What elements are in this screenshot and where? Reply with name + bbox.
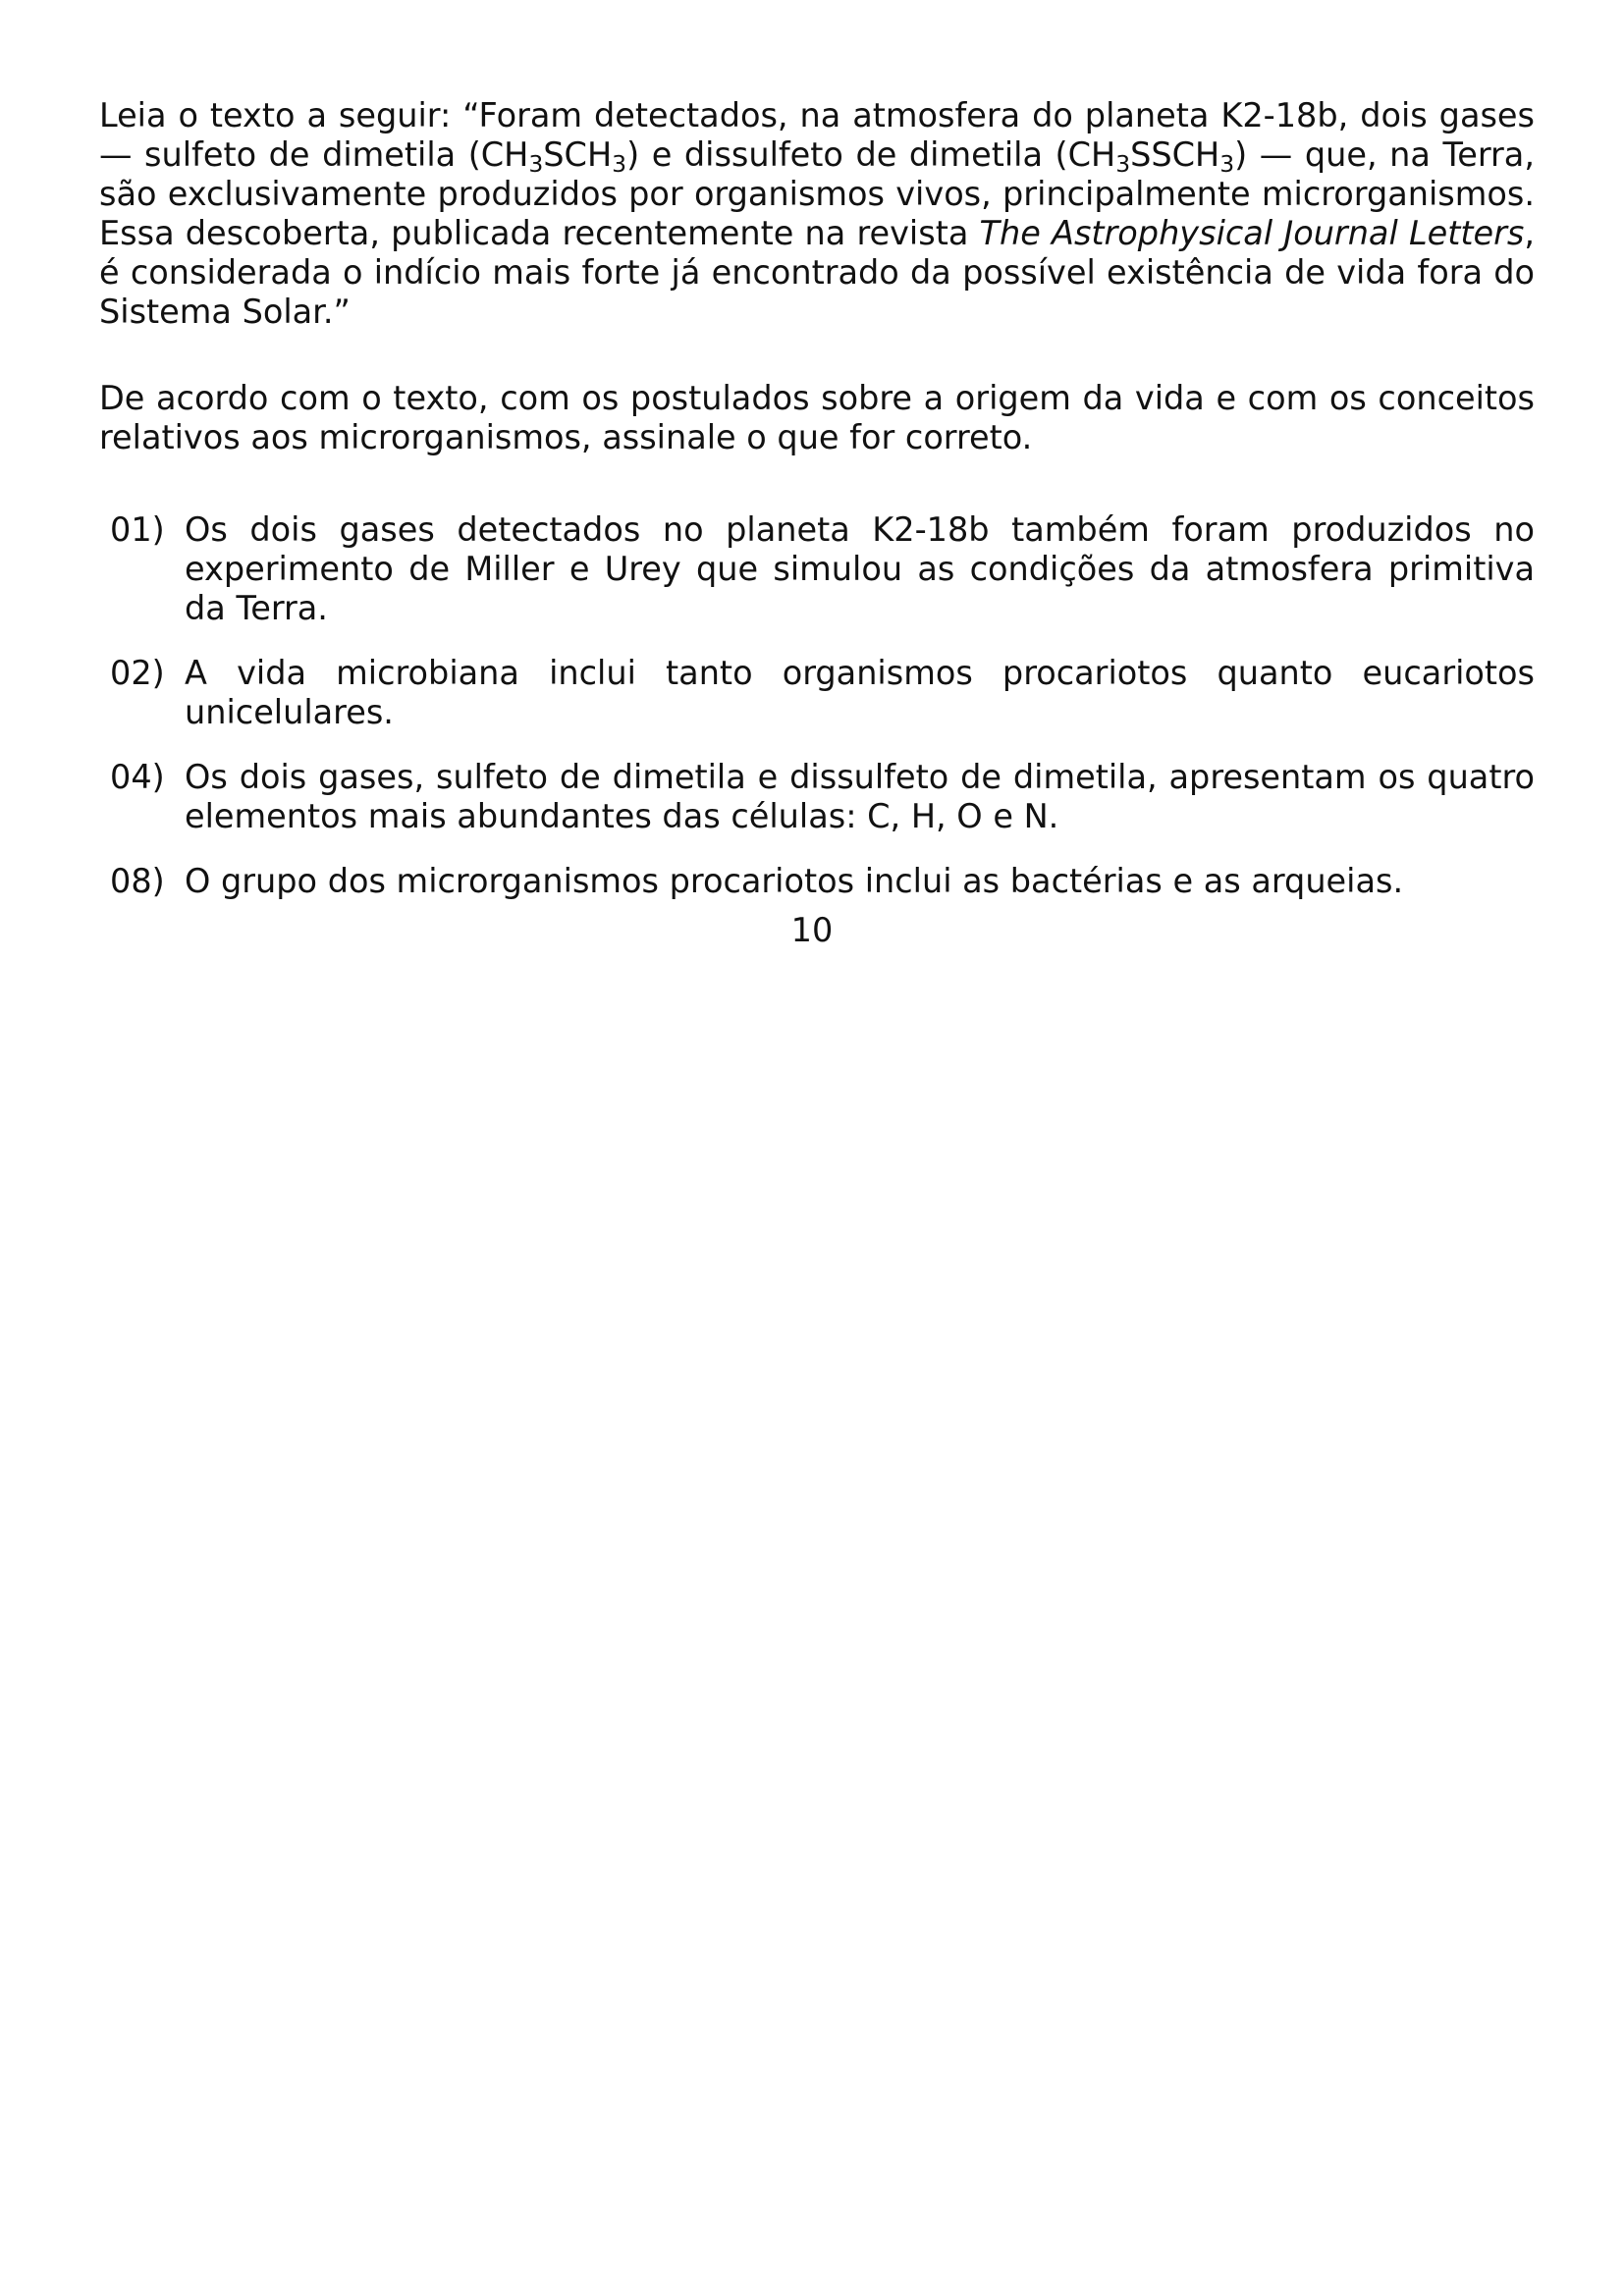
page-number: 10 bbox=[790, 911, 834, 949]
option-number: 02) bbox=[110, 654, 165, 692]
option-text: Os dois gases detectados no planeta K2-18b também foram produzidos no experimento de Miller e Urey que simulou as condições da atmosfera primitiva da Terra. bbox=[185, 510, 1535, 627]
subscript: 3 bbox=[528, 149, 544, 178]
option-text: A vida microbiana inclui tanto organismos procariotos quanto eucariotos unicelulares. bbox=[185, 654, 1535, 731]
option-number: 04) bbox=[110, 758, 165, 796]
intro-text-5: ) — que, na Terra, são exclusivamente produzidos por organismos vivos, principalmente microrganismos. Essa descoberta, publicada recentemente na revista bbox=[99, 135, 1535, 252]
option-01 bbox=[99, 510, 1535, 628]
intro-text-1: Leia o texto a seguir: “Foram detectados, na atmosfera do planeta K2-18b, dois gases — sulfeto de dimetila (CH bbox=[99, 96, 1535, 174]
option-04 bbox=[99, 758, 1535, 836]
question-block bbox=[99, 96, 1535, 927]
intro-text-2: SCH bbox=[543, 135, 613, 174]
intro-text-3: ) e dissulfeto de dimetila (CH bbox=[626, 135, 1116, 174]
intro-text-6: , é considerada o indício mais forte já encontrado da possível existência de vida fora do Sistema Solar.” bbox=[99, 214, 1535, 331]
option-number: 08) bbox=[110, 862, 165, 900]
subscript: 3 bbox=[612, 149, 627, 178]
instruction-paragraph: De acordo com o texto, com os postulados sobre a origem da vida e com os conceitos relativos aos microrganismos, assinale o que for correto. bbox=[99, 379, 1535, 456]
option-08 bbox=[99, 862, 1535, 901]
option-text: O grupo dos microrganismos procariotos inclui as bactérias e as arqueias. bbox=[185, 862, 1404, 900]
subscript: 3 bbox=[1219, 149, 1235, 178]
subscript: 3 bbox=[1115, 149, 1131, 178]
option-text: Os dois gases, sulfeto de dimetila e dissulfeto de dimetila, apresentam os quatro elementos mais abundantes das células: C, H, O e N. bbox=[185, 758, 1535, 835]
option-number: 01) bbox=[110, 510, 165, 549]
intro-text-4: SSCH bbox=[1130, 135, 1220, 174]
intro-paragraph bbox=[99, 96, 1535, 332]
option-02 bbox=[99, 654, 1535, 732]
answer-options bbox=[99, 510, 1535, 901]
journal-name: The Astrophysical Journal Letters bbox=[979, 214, 1525, 252]
